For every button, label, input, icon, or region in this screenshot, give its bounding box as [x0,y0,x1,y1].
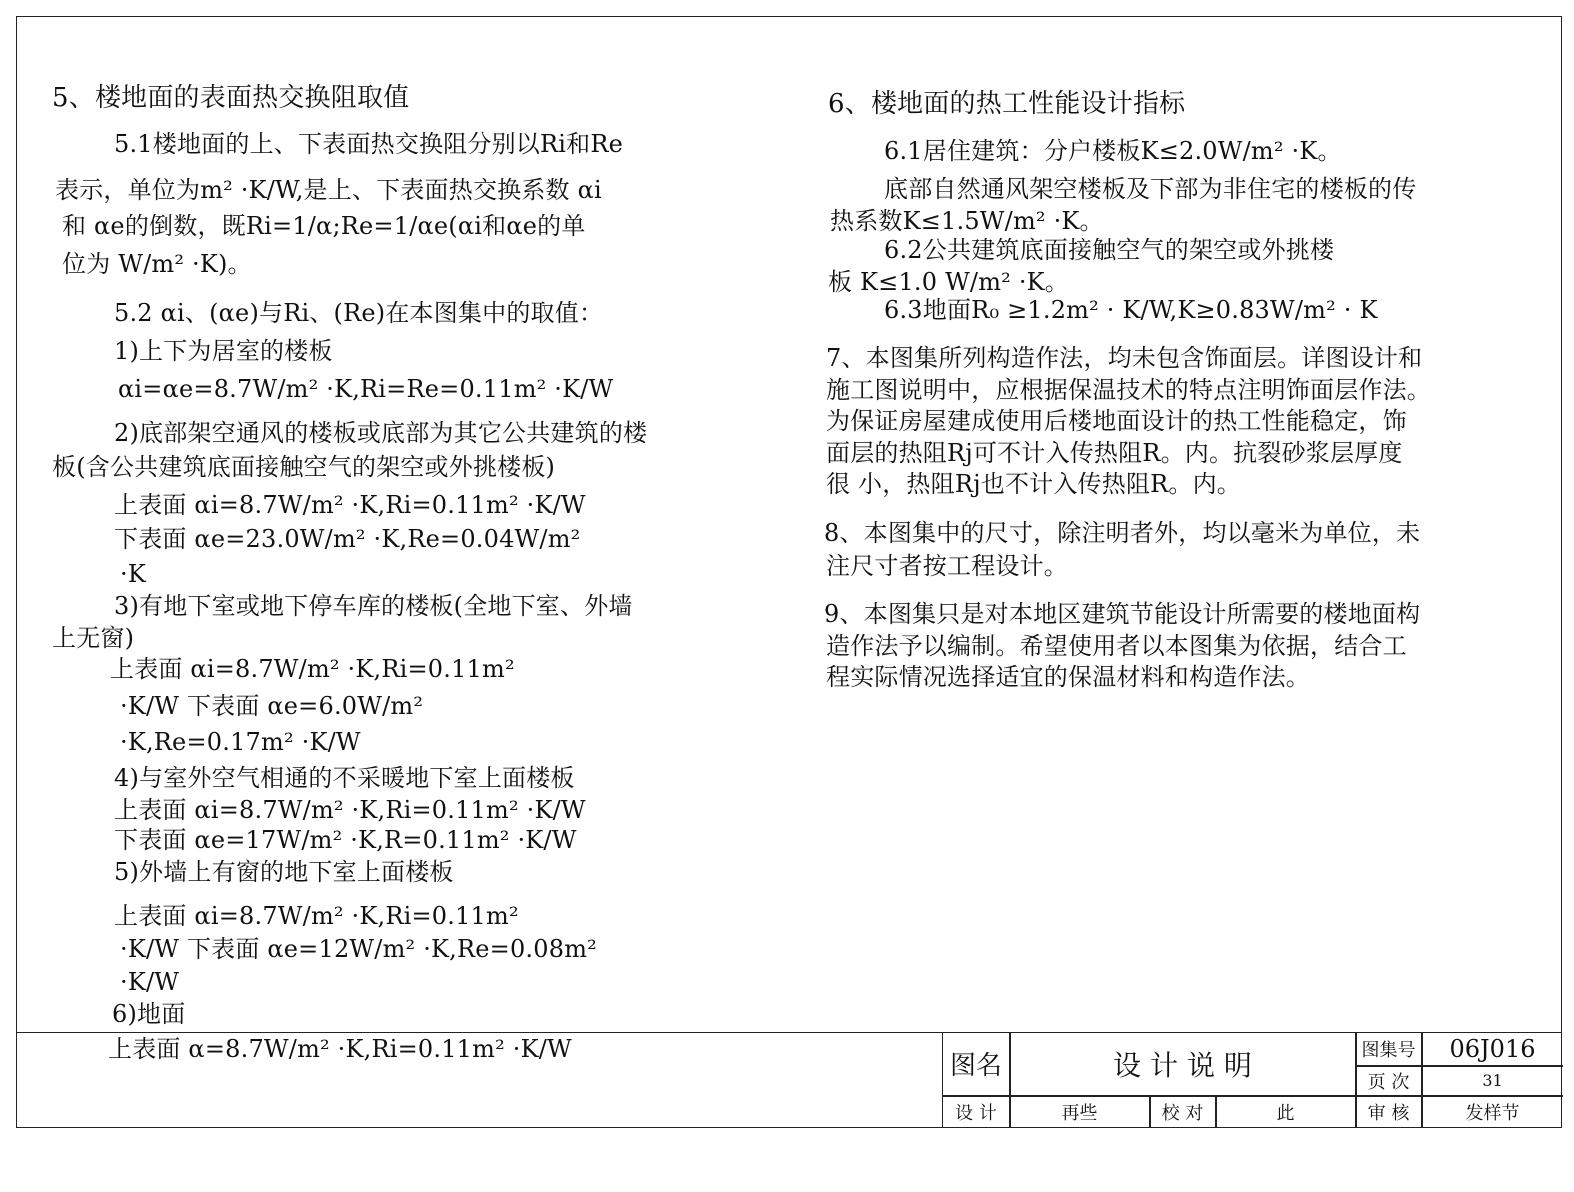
design-label: 设 计 [955,1103,997,1124]
text-line: 施工图说明中，应根据保温技术的特点注明饰面层作法。 [826,376,1431,404]
text-line: ·K/W [120,968,180,996]
atlas-number: 06J016 [1449,1034,1536,1063]
text-line: 上表面 αi=8.7W/m² ·K,Ri=0.11m² ·K/W [114,491,586,519]
text-line: αi=αe=8.7W/m² ·K,Ri=Re=0.11m² ·K/W [118,375,614,403]
section-7-line: 7、本图集所列构造作法，均未包含饰面层。详图设计和 [826,344,1423,372]
text-line: 下表面 αe=23.0W/m² ·K,Re=0.04W/m² [114,525,581,553]
text-line: 6.2公共建筑底面接触空气的架空或外挑楼 [884,236,1335,264]
reviewer-signature: 发样节 [1465,1103,1520,1124]
section-9-line: 9、本图集只是对本地区建筑节能设计所需要的楼地面构 [824,600,1421,628]
text-line: 板(含公共建筑底面接触空气的架空或外挑楼板) [52,453,556,481]
text-line: 5.1楼地面的上、下表面热交换阻分别以Ri和Re [114,130,623,158]
text-line: 6.3地面R₀ ≥1.2m² · K/W,K≥0.83W/m² · K [884,296,1378,324]
text-line: 4)与室外空气相通的不采暖地下室上面楼板 [114,764,575,792]
text-line: ·K/W 下表面 αe=12W/m² ·K,Re=0.08m² [120,935,597,963]
checker-signature: 此 [1276,1103,1295,1124]
section-8-line: 8、本图集中的尺寸，除注明者外，均以毫米为单位，未 [824,519,1421,547]
text-line: 上表面 αi=8.7W/m² ·K,Ri=0.11m² [110,655,515,683]
text-line: 和 αe的倒数，既Ri=1/α;Re=1/αe(αi和αe的单 [62,212,586,240]
text-line: 位为 W/m² ·K)。 [62,250,252,278]
page-label: 页 次 [1367,1071,1410,1093]
page-number: 31 [1482,1071,1503,1090]
text-line: 上表面 αi=8.7W/m² ·K,Ri=0.11m² [114,902,519,930]
text-line: 6.1居住建筑：分户楼板K≤2.0W/m² ·K。 [884,137,1342,165]
text-line: 表示，单位为m² ·K/W,是上、下表面热交换系数 αi [55,176,602,204]
title-block [942,1032,1562,1128]
text-line: 5.2 αi、(αe)与Ri、(Re)在本图集中的取值： [114,299,604,327]
text-line: 板 K≤1.0 W/m² ·K。 [828,268,1069,296]
review-label: 审 核 [1367,1103,1410,1124]
text-line: 3)有地下室或地下停车库的楼板(全地下室、外墙 [114,592,633,620]
section-5-heading: 5、楼地面的表面热交换阻取值 [52,83,410,113]
text-line: 下表面 αe=17W/m² ·K,R=0.11m² ·K/W [114,826,577,854]
designer-signature: 再些 [1061,1103,1098,1124]
text-line: 很 小，热阻Rj也不计入传热阻R。内。 [826,470,1242,498]
text-line: 上无窗) [52,624,135,652]
check-label: 校 对 [1161,1103,1204,1124]
text-line: 面层的热阻Rj可不计入传热阻R。内。抗裂砂浆层厚度 [826,439,1403,467]
text-line: 热系数K≤1.5W/m² ·K。 [830,207,1104,235]
drawing-title: 设 计 说 明 [1113,1048,1252,1082]
text-line: 上表面 αi=8.7W/m² ·K,Ri=0.11m² ·K/W [114,796,586,824]
text-line: 1)上下为居室的楼板 [114,337,333,365]
drawing-name-label: 图名 [949,1051,1002,1081]
text-line: 2)底部架空通风的楼板或底部为其它公共建筑的楼 [114,419,648,447]
text-line: 底部自然通风架空楼板及下部为非住宅的楼板的传 [884,175,1417,203]
section-6-heading: 6、楼地面的热工性能设计指标 [828,89,1186,119]
text-line: 造作法予以编制。希望使用者以本图集为依据，结合工 [826,632,1407,660]
text-line: 上表面 α=8.7W/m² ·K,Ri=0.11m² ·K/W [108,1035,572,1063]
text-line: ·K/W 下表面 αe=6.0W/m² [120,692,424,720]
atlas-number-label: 图集号 [1361,1039,1416,1061]
text-line: 为保证房屋建成使用后楼地面设计的热工性能稳定，饰 [826,407,1407,435]
text-line: 注尺寸者按工程设计。 [826,552,1068,580]
text-line: 6)地面 [112,1000,186,1028]
text-line: ·K,Re=0.17m² ·K/W [120,728,361,756]
text-line: ·K [120,560,146,588]
text-line: 程实际情况选择适宜的保温材料和构造作法。 [826,663,1310,691]
text-line: 5)外墙上有窗的地下室上面楼板 [114,858,454,886]
